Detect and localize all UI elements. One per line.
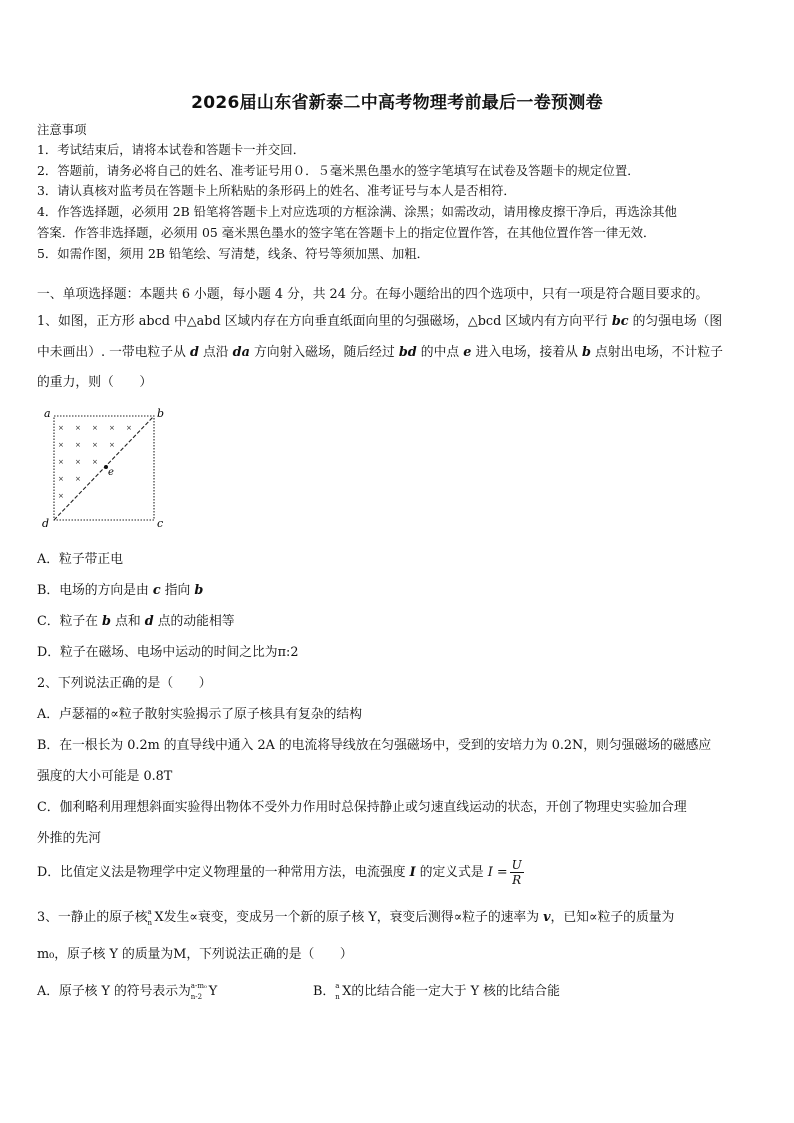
q1-option-d: D．粒子在磁场、电场中运动的时间之比为π:2 [37, 645, 299, 660]
page-title: 2026届山东省新泰二中高考物理考前最后一卷预测卷 [191, 93, 603, 113]
field-x-mark: × [58, 475, 64, 483]
notice-item: 2．答题前，请务必将自己的姓名、准考证号用０．５毫米黑色墨水的签字笔填写在试卷及答题卡的规定位置． [37, 163, 640, 178]
nucleus-x-symbol: a n X [147, 908, 164, 927]
q2-stem: 2、下列说法正确的是（ ） [37, 676, 212, 691]
notice-item: 4．作答选择题，必须用 2B 铅笔将答题卡上对应选项的方框涂满、涂黑；如需改动，请用橡皮擦干净后，再选涂其他 [37, 204, 677, 219]
q1-stem-line1: 1、如图，正方形 abcd 中△abd 区域内存在方向垂直纸面向里的匀强磁场，△bcd 区域内有方向平行 bc 的匀强电场（图 [37, 314, 723, 329]
field-x-mark: × [75, 424, 81, 432]
q2-option-b-line1: B．在一根长为 0.2m 的直导线中通入 2A 的电流将导线放在匀强磁场中，受到的安培力为 0.2N，则匀强磁场的磁感应 [37, 738, 712, 753]
q1-option-b: B．电场的方向是由 c 指向 b [37, 583, 204, 598]
notice-item: 5．如需作图，须用 2B 铅笔绘、写清楚，线条、符号等须加黑、加粗． [37, 246, 430, 261]
label-e: e [108, 467, 114, 478]
nucleus-x-symbol: a n X [335, 982, 352, 1001]
q1-option-c: C．粒子在 b 点和 d 点的动能相等 [37, 614, 235, 629]
label-c: c [157, 517, 164, 530]
nucleus-y-symbol: a-m₀ n-2 Y [190, 982, 218, 1001]
field-x-mark: × [58, 424, 64, 432]
notice-item: 3．请认真核对监考员在答题卡上所粘贴的条形码上的姓名、准考证号与本人是否相符． [37, 183, 516, 198]
field-x-mark: × [75, 475, 81, 483]
magnetic-field-marks [58, 424, 132, 500]
field-x-mark: × [92, 441, 98, 449]
field-x-mark: × [92, 458, 98, 466]
field-x-mark: × [109, 424, 115, 432]
q2-option-c-line2: 外推的先河 [37, 831, 101, 846]
field-x-mark: × [109, 441, 115, 449]
notice-item: 答案．作答非选择题，必须用 05 毫米黑色墨水的签字笔在答题卡上的指定位置作答，在其他位置作答一律无效． [37, 225, 656, 240]
q3-option-b: B． a n X的比结合能一定大于 Y 核的比结合能 [313, 982, 560, 1001]
field-x-mark: × [75, 441, 81, 449]
q1-option-a: A．粒子带正电 [37, 552, 124, 567]
q1-square-figure [40, 405, 170, 533]
q1-stem-line2: 中未画出）. 一带电粒子从 d 点沿 da 方向射入磁场，随后经过 bd 的中点 e 进入电场，接着从 b 点射出电场，不计粒子 [37, 345, 723, 360]
label-d: d [42, 517, 50, 530]
diagonal-bd [54, 416, 154, 520]
q2-option-d: D．比值定义法是物理学中定义物理量的一种常用方法，电流强度 I 的定义式是 I = $\frac{U}{R}$ [37, 858, 522, 887]
q1-stem-line3: 的重力，则（ ） [37, 375, 153, 390]
q3-stem-line2: m₀，原子核 Y 的质量为M，下列说法正确的是（ ） [37, 947, 353, 962]
label-b: b [157, 407, 165, 420]
q2-option-b-line2: 强度的大小可能是 0.8T [37, 769, 173, 784]
fraction-u-over-r: $\frac{U}{R}$ [511, 858, 522, 887]
q2-option-a: A．卢瑟福的∝粒子散射实验揭示了原子核具有复杂的结构 [37, 707, 363, 722]
field-x-mark: × [75, 458, 81, 466]
label-a: a [44, 407, 51, 420]
q3-stem-line1: 3、一静止的原子核 a n X发生∝衰变，变成另一个新的原子核 Y，衰变后测得∝粒子的速率为 v，已知∝粒子的质量为 [37, 908, 675, 927]
notice-heading: 注意事项 [37, 122, 87, 137]
field-x-mark: × [92, 424, 98, 432]
field-x-mark: × [58, 458, 64, 466]
q2-option-c-line1: C．伽利略利用理想斜面实验得出物体不受外力作用时总保持静止或匀速直线运动的状态，开创了物理史实验加合理 [37, 800, 687, 815]
field-x-mark: × [126, 424, 132, 432]
field-x-mark: × [58, 441, 64, 449]
section-heading: 一、单项选择题：本题共 6 小题，每小题 4 分，共 24 分。在每小题给出的四个选项中，只有一项是符合题目要求的。 [37, 287, 709, 302]
q3-option-a: A．原子核 Y 的符号表示为 a-m₀ n-2 Y [37, 982, 218, 1001]
notice-item: 1．考试结束后，请将本试卷和答题卡一并交回． [37, 142, 306, 157]
field-x-mark: × [58, 492, 64, 500]
